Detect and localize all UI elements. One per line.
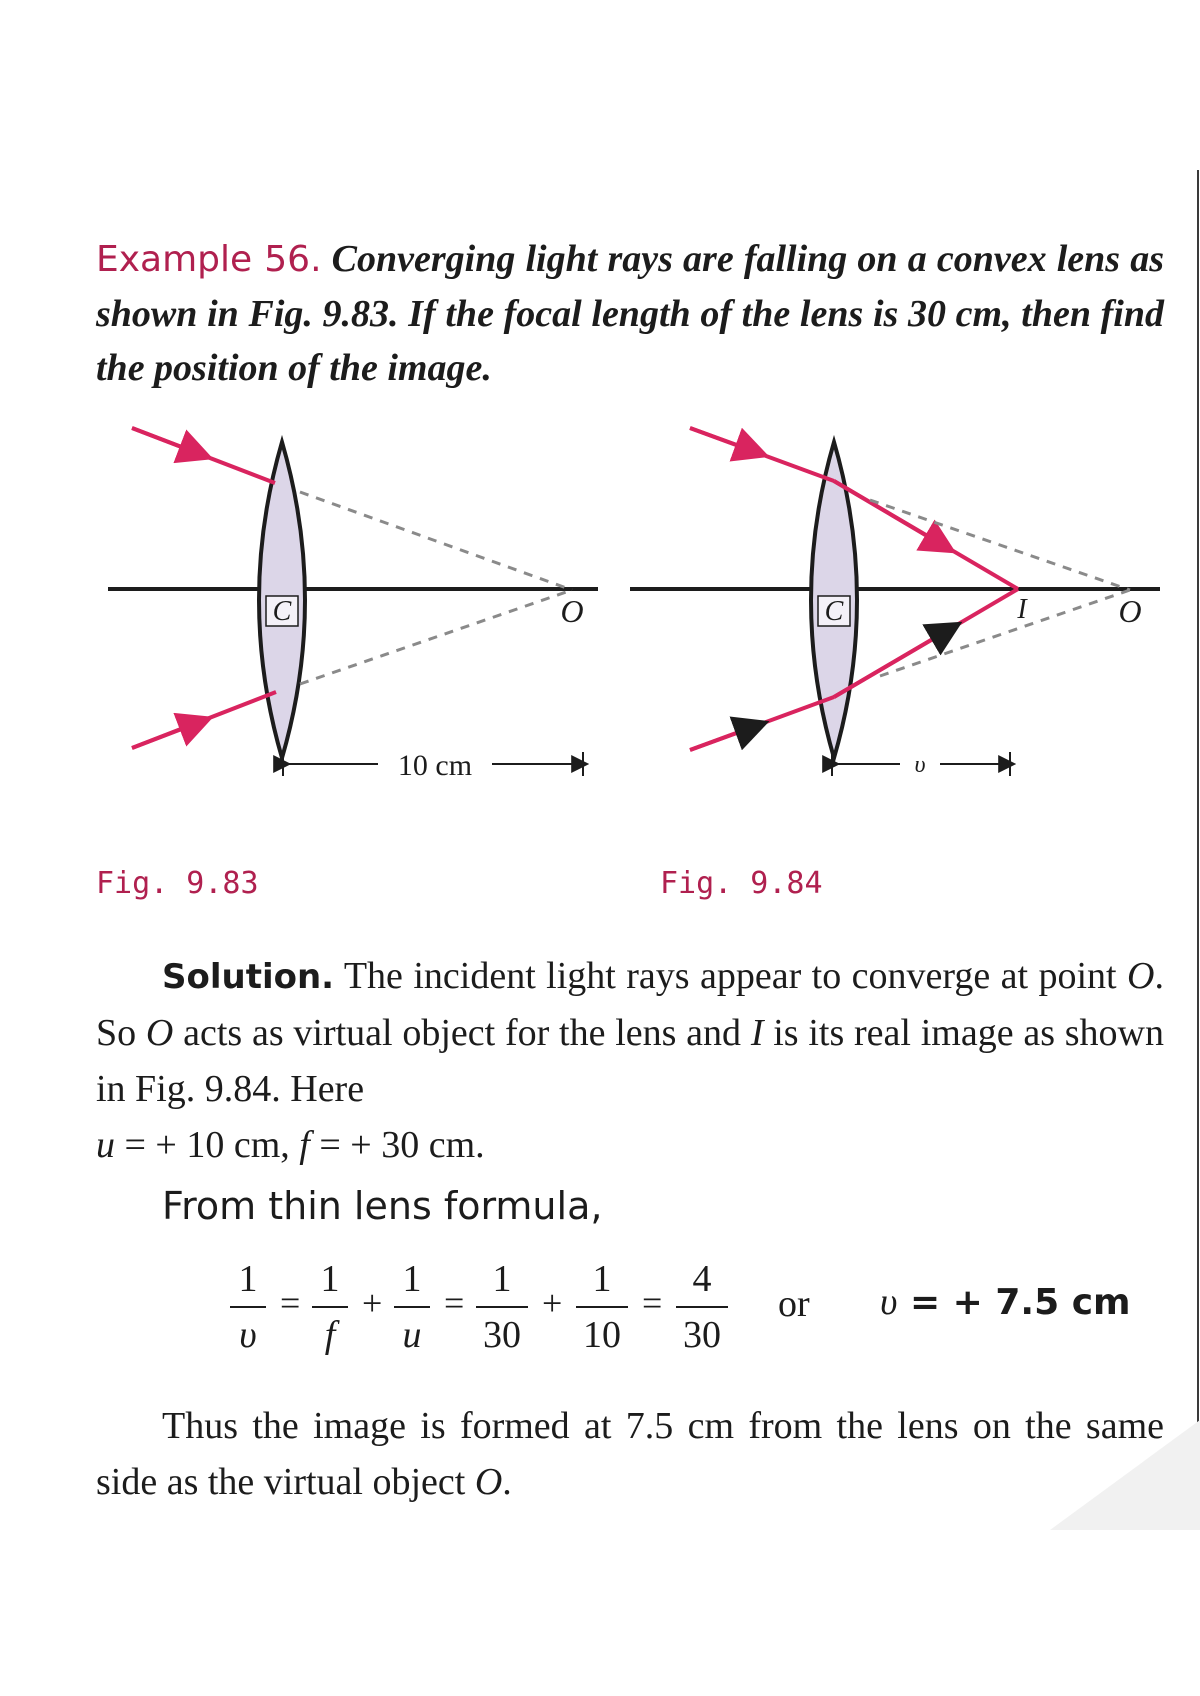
incident-ray-bottom-arrow — [132, 722, 200, 748]
lens-formula: 1 υ = 1 f + 1 u = 1 30 + 1 10 = 4 30 or υ = + 7.5 cm — [230, 1256, 1160, 1366]
fraction-1-over-10: 1 10 — [576, 1256, 628, 1358]
fraction-1-over-30: 1 30 — [476, 1256, 528, 1358]
fraction-1-over-f: 1 f — [312, 1256, 348, 1358]
example-label: Example 56. — [96, 239, 322, 280]
fraction-1-over-u: 1 u — [394, 1256, 430, 1358]
fraction-4-over-30: 4 30 — [676, 1256, 728, 1358]
distance-label: υ — [914, 752, 926, 778]
page-edge-rule — [1197, 170, 1199, 1525]
or-word: or — [778, 1283, 810, 1325]
solution-label: Solution. — [162, 957, 335, 997]
lens-figures — [0, 400, 1200, 820]
extended-ray-bottom — [300, 590, 572, 684]
given-values: u = + 10 cm, f = + 30 cm. — [96, 1124, 485, 1166]
solution-text: Solution. The incident light rays appear to converge at point O. So O acts as virtual object for the lens and I is its real image as shown in Fig. 9.84. Here u = + 10 cm, f = + 30 cm. — [96, 948, 1164, 1173]
extended-ray-bottom — [880, 590, 1130, 676]
point-o-label: O — [560, 593, 584, 629]
example-text: Converging light rays are falling on a convex lens as shown in Fig. 9.83. If the focal length of the lens is 30 cm, then find the position of the image. — [96, 238, 1164, 389]
figure-9-83 — [108, 428, 598, 782]
formula-intro: From thin lens formula, — [162, 1184, 603, 1228]
point-o-label: O — [1118, 593, 1142, 629]
conclusion-text: Thus the image is formed at 7.5 cm from the lens on the same side as the virtual object O. — [96, 1405, 1164, 1503]
figure-9-84 — [630, 428, 1160, 778]
example-question — [96, 232, 1164, 395]
incident-ray-top-arrow — [132, 428, 200, 454]
image-i-label: I — [1017, 594, 1027, 625]
figure-caption-2: Fig. 9.84 — [660, 866, 823, 901]
extended-ray-top — [300, 492, 572, 590]
figure-caption-1: Fig. 9.83 — [96, 866, 259, 901]
result-value: υ = + 7.5 cm — [880, 1281, 1131, 1323]
center-label: C — [272, 596, 292, 627]
fraction-1-over-v: 1 υ — [230, 1256, 266, 1358]
center-label: C — [824, 596, 844, 627]
distance-label: 10 cm — [397, 749, 473, 782]
